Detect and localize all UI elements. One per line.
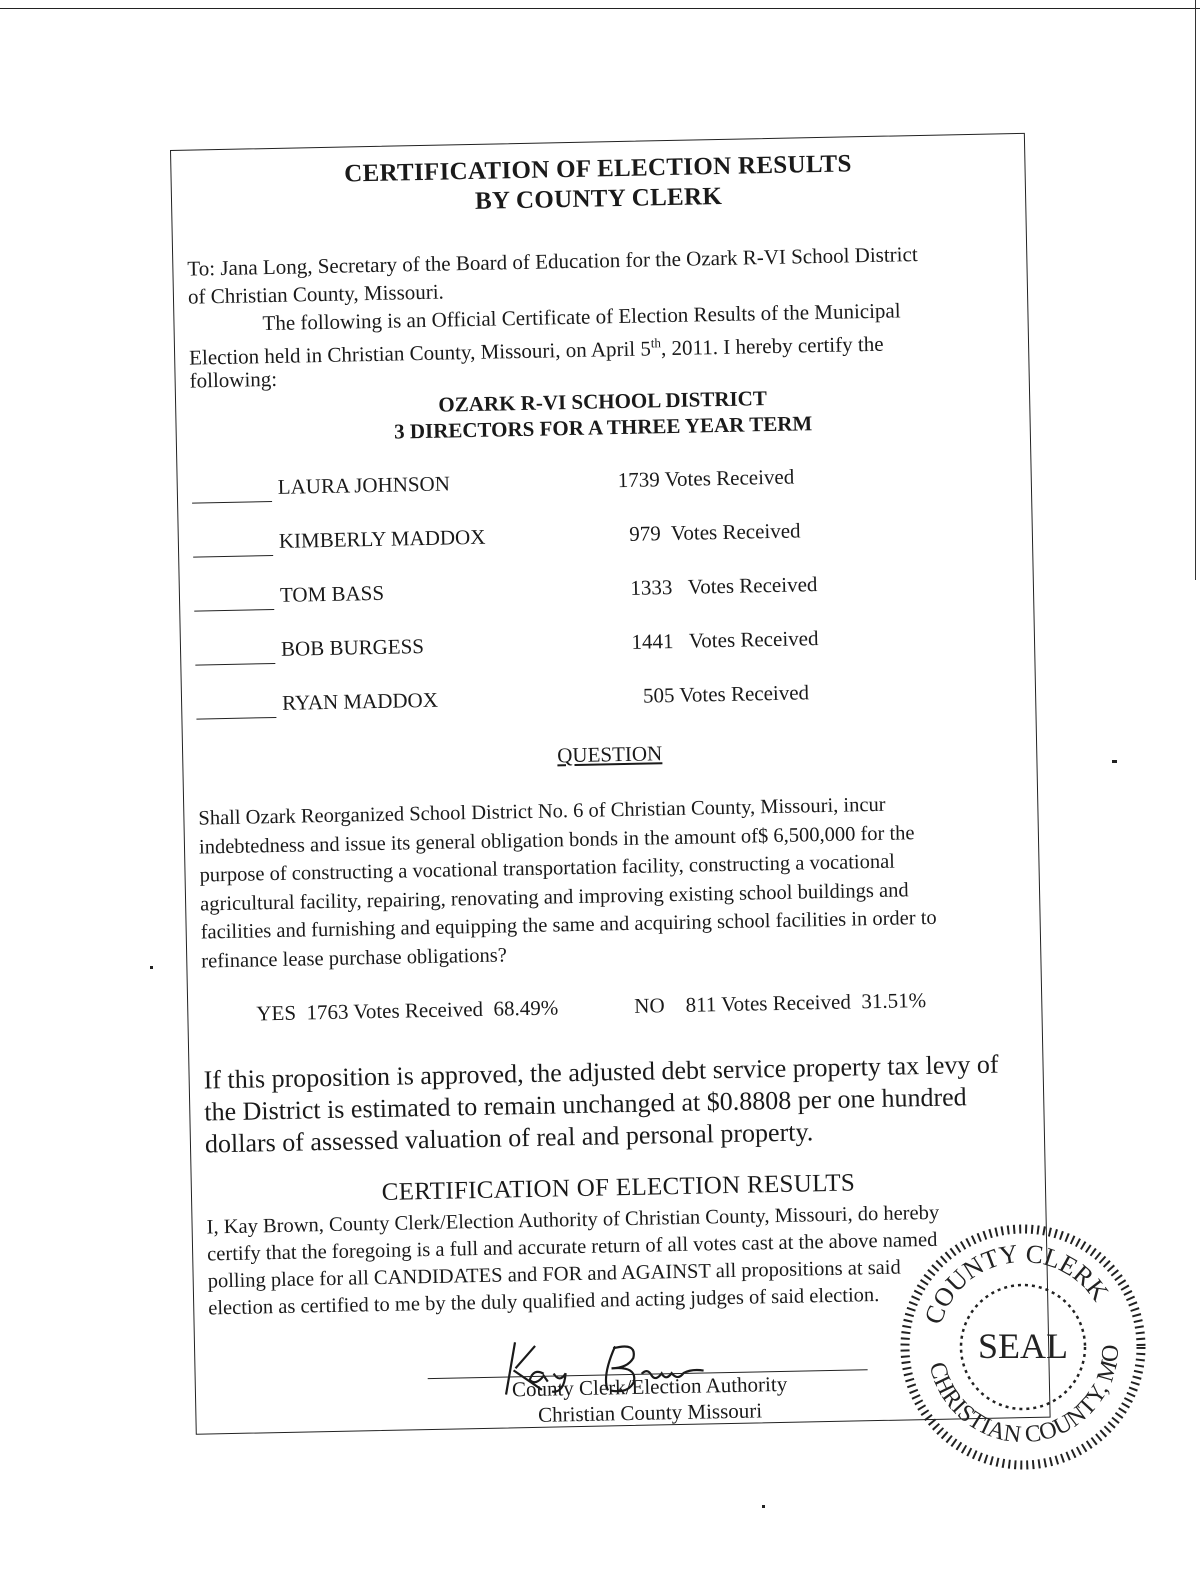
certification-heading: CERTIFICATION OF ELECTION RESULTS — [381, 1169, 856, 1206]
scan-speck — [1112, 760, 1117, 763]
scan-speck — [762, 1505, 765, 1508]
signer-title: County Clerk/Election Authority — [511, 1371, 788, 1402]
candidate-name: KIMBERLY MADDOX — [278, 524, 486, 553]
question-line: agricultural facility, repairing, renovating and improving existing school buildings and — [199, 878, 909, 916]
scan-speck — [150, 966, 153, 969]
district-heading: OZARK R-VI SCHOOL DISTRICT — [438, 386, 768, 417]
cert-line: I, Kay Brown, County Clerk/Election Authority of Christian County, Missouri, do hereby — [206, 1201, 940, 1239]
vote-mark-blank — [196, 717, 276, 720]
intro-line-1: The following is an Official Certificate of Election Results of the Municipal — [262, 298, 901, 336]
no-result: NO 811 Votes Received 31.51% — [634, 987, 927, 1018]
candidate-name: RYAN MADDOX — [281, 687, 439, 715]
candidate-name: LAURA JOHNSON — [277, 471, 451, 499]
cert-line: election as certified to me by the duly qualified and acting judges of said election. — [208, 1283, 880, 1320]
question-line: indebtedness and issue its general obligation bonds in the amount of$ 6,500,000 for the — [198, 821, 915, 859]
addressee-line-2: of Christian County, Missouri. — [187, 279, 445, 309]
cert-line: polling place for all CANDIDATES and FOR and AGAINST all propositions at said — [207, 1256, 901, 1293]
candidate-votes: 1333 Votes Received — [619, 572, 818, 601]
candidate-votes: 1739 Votes Received — [617, 464, 795, 493]
seal-center-text: SEAL — [978, 1326, 1068, 1366]
document-title — [171, 146, 1025, 223]
candidate-name: BOB BURGESS — [280, 634, 425, 661]
intro-line-2-text: Election held in Christian County, Missouri, on April 5 — [188, 336, 652, 370]
county-clerk-seal — [898, 1222, 1148, 1472]
signer-block — [512, 1371, 788, 1429]
question-line: refinance lease purchase obligations? — [201, 943, 508, 973]
vote-mark-blank — [193, 555, 273, 558]
candidate-row — [195, 624, 915, 670]
question-line: facilities and furnishing and equipping the same and acquiring school facilities in order to — [200, 906, 937, 944]
title-line-1: CERTIFICATION OF ELECTION RESULTS — [343, 150, 852, 188]
intro-line-2-end: , 2011. I hereby certify the — [660, 331, 884, 361]
candidate-name: TOM BASS — [279, 580, 385, 607]
question-text — [198, 788, 1041, 976]
vote-mark-blank — [195, 663, 275, 666]
seal-bottom-text: CHRISTIAN COUNTY, MO — [923, 1343, 1125, 1449]
levy-line: the District is estimated to remain unchanged at $0.8808 per one hundred — [204, 1082, 967, 1127]
intro-line-3: following: — [189, 366, 278, 393]
question-line: purpose of constructing a vocational transportation facility, constructing a vocational — [199, 850, 896, 887]
levy-line: If this proposition is approved, the adjusted debt service property tax levy of — [203, 1049, 999, 1095]
yes-result: YES 1763 Votes Received 68.49% — [256, 995, 559, 1026]
vote-mark-blank — [192, 501, 272, 504]
candidate-row — [192, 462, 912, 508]
levy-statement — [203, 1048, 1045, 1161]
vote-mark-blank — [194, 609, 274, 612]
candidate-row — [196, 678, 916, 724]
intro-line-2-sup: th — [650, 335, 662, 351]
candidate-row — [194, 570, 914, 616]
levy-line: dollars of assessed valuation of real and personal property. — [204, 1117, 814, 1159]
title-line-2: BY COUNTY CLERK — [474, 182, 723, 215]
office-heading: 3 DIRECTORS FOR A THREE YEAR TERM — [393, 411, 813, 444]
question-line: Shall Ozark Reorganized School District No. 6 of Christian County, Missouri, incur — [198, 793, 886, 830]
addressee-line-1: To: Jana Long, Secretary of the Board of Education for the Ozark R-VI School District — [187, 242, 918, 281]
candidate-row — [193, 516, 913, 562]
candidate-votes: 505 Votes Received — [621, 680, 810, 709]
candidate-votes: 979 Votes Received — [618, 518, 801, 547]
candidate-votes: 1441 Votes Received — [620, 626, 819, 655]
seal-top-text: COUNTY CLERK — [918, 1238, 1115, 1328]
scan-edge-top — [0, 0, 1200, 9]
signer-county: Christian County Missouri — [537, 1398, 763, 1427]
question-heading: QUESTION — [556, 741, 663, 768]
scan-edge-right — [1195, 0, 1200, 580]
cert-line: certify that the foregoing is a full and accurate return of all votes cast at the above named — [206, 1228, 938, 1266]
